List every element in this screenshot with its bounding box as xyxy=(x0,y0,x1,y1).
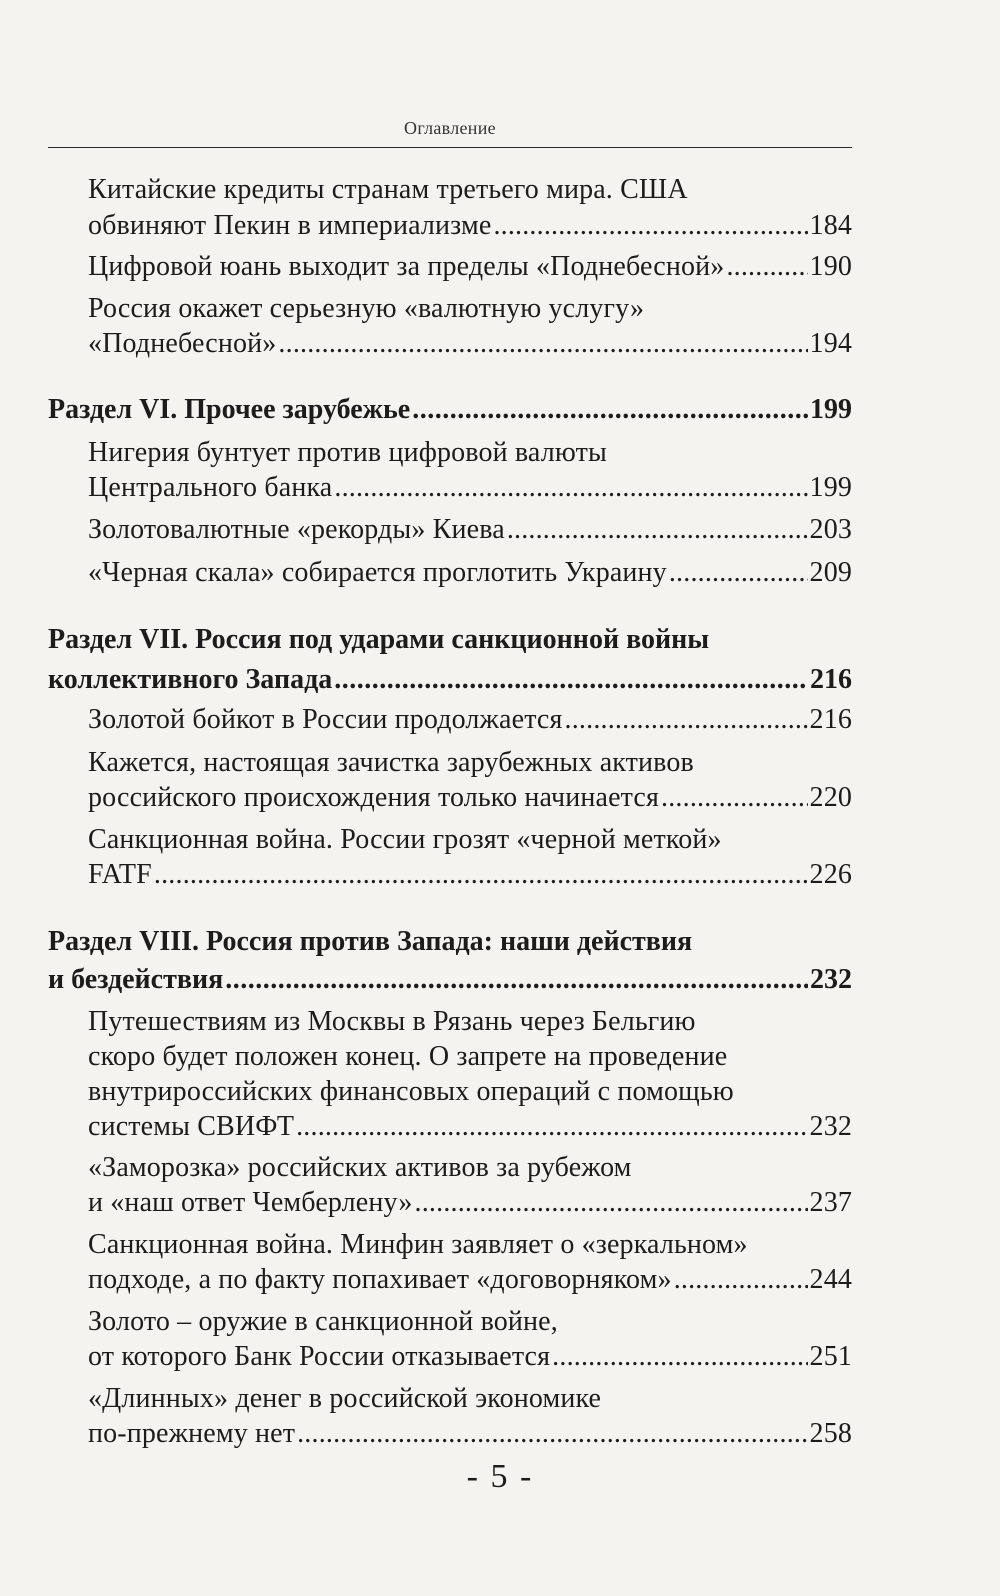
toc-entry-line: обвиняют Пекин в империализме xyxy=(88,210,492,241)
toc-page-number: 232 xyxy=(810,964,852,995)
leader-dots xyxy=(278,330,807,358)
toc-entry-line: Путешествиям из Москвы в Рязань через Бельгию xyxy=(88,1006,696,1037)
leader-dots xyxy=(661,784,808,812)
toc-page-number: 203 xyxy=(809,514,852,545)
toc-page-number: 184 xyxy=(809,210,852,241)
toc-entry-line: Нигерия бунтует против цифровой валюты xyxy=(88,437,607,468)
leader-dots xyxy=(552,1343,807,1371)
toc-entry-line: «Длинных» денег в российской экономике xyxy=(88,1383,602,1414)
toc-entry-line: «Поднебесной» xyxy=(88,328,277,359)
toc-entry-line: Россия окажет серьезную «валютную услугу» xyxy=(88,293,645,324)
toc-entry-line: по-прежнему нет xyxy=(88,1418,296,1449)
leader-dots xyxy=(334,666,808,694)
toc-section-title: коллективного Запада xyxy=(48,664,333,695)
toc-entry-line: внутрироссийских финансовых операций с помощью xyxy=(88,1076,734,1107)
leader-dots xyxy=(565,706,808,734)
toc-page-number: 251 xyxy=(809,1341,852,1372)
toc-page-number: 199 xyxy=(810,394,852,425)
toc-section-title: и бездействия xyxy=(48,964,224,995)
toc-page-number: 216 xyxy=(809,704,852,735)
toc-page-number: 232 xyxy=(809,1111,852,1142)
toc-entry-line: Центрального банка xyxy=(88,472,333,503)
toc-page-number: 220 xyxy=(809,782,852,813)
toc-section-title: Раздел VIII. Россия против Запада: наши действия xyxy=(48,926,693,957)
toc-section-title: Раздел VII. Россия под ударами санкционной войны xyxy=(48,624,710,655)
leader-dots xyxy=(415,1189,808,1217)
toc-entry-line: от которого Банк России отказывается xyxy=(88,1341,551,1372)
toc-entry-line: Золотой бойкот в России продолжается xyxy=(88,704,563,735)
toc-page-number: 226 xyxy=(809,859,852,890)
toc-page-number: 199 xyxy=(809,472,852,503)
toc-entry-line: Кажется, настоящая зачистка зарубежных активов xyxy=(88,747,694,778)
toc-entry-line: «Черная скала» собирается проглотить Украину xyxy=(88,557,667,588)
leader-dots xyxy=(154,861,808,889)
leader-dots xyxy=(297,1420,807,1448)
toc-entry-line: Санкционная война. России грозят «черной меткой» xyxy=(88,824,722,855)
leader-dots xyxy=(674,1266,808,1294)
leader-dots xyxy=(493,212,807,240)
toc-entry-line: FATF xyxy=(88,859,152,890)
toc-entry-line: скоро будет положен конец. О запрете на проведение xyxy=(88,1041,728,1072)
leader-dots xyxy=(726,253,807,281)
running-head: Оглавление xyxy=(404,118,496,138)
leader-dots xyxy=(296,1113,807,1141)
toc-page-number: 194 xyxy=(809,328,852,359)
leader-dots xyxy=(507,516,808,544)
toc-entry-line: Китайские кредиты странам третьего мира. США xyxy=(88,174,688,205)
toc-page-number: 209 xyxy=(809,557,852,588)
toc-entry-line: Золотовалютные «рекорды» Киева xyxy=(88,514,505,545)
toc-entry-line: Санкционная война. Минфин заявляет о «зеркальном» xyxy=(88,1229,748,1260)
toc-entry-line: и «наш ответ Чемберлену» xyxy=(88,1187,413,1218)
toc-entry-line: Цифровой юань выходит за пределы «Поднебесной» xyxy=(88,251,725,282)
toc-page-number: 244 xyxy=(809,1264,852,1295)
toc-page-number: 237 xyxy=(809,1187,852,1218)
toc-entry-line: системы СВИФТ xyxy=(88,1111,295,1142)
toc-page-number: 216 xyxy=(810,664,852,695)
toc-page-number: 258 xyxy=(809,1418,852,1449)
toc-entry-line: «Заморозка» российских активов за рубежом xyxy=(88,1152,632,1183)
leader-dots xyxy=(225,966,808,994)
leader-dots xyxy=(334,474,807,502)
leader-dots xyxy=(669,559,808,587)
toc-entry-line: российского происхождения только начинается xyxy=(88,782,660,813)
page-number: - 5 - xyxy=(466,1458,534,1495)
toc-section-title: Раздел VI. Прочее зарубежье xyxy=(48,394,411,425)
toc-entry-line: Золото – оружие в санкционной войне, xyxy=(88,1306,558,1337)
toc-page-number: 190 xyxy=(809,251,852,282)
leader-dots xyxy=(412,396,808,424)
toc-entry-line: подходе, а по факту попахивает «договорняком» xyxy=(88,1264,672,1295)
